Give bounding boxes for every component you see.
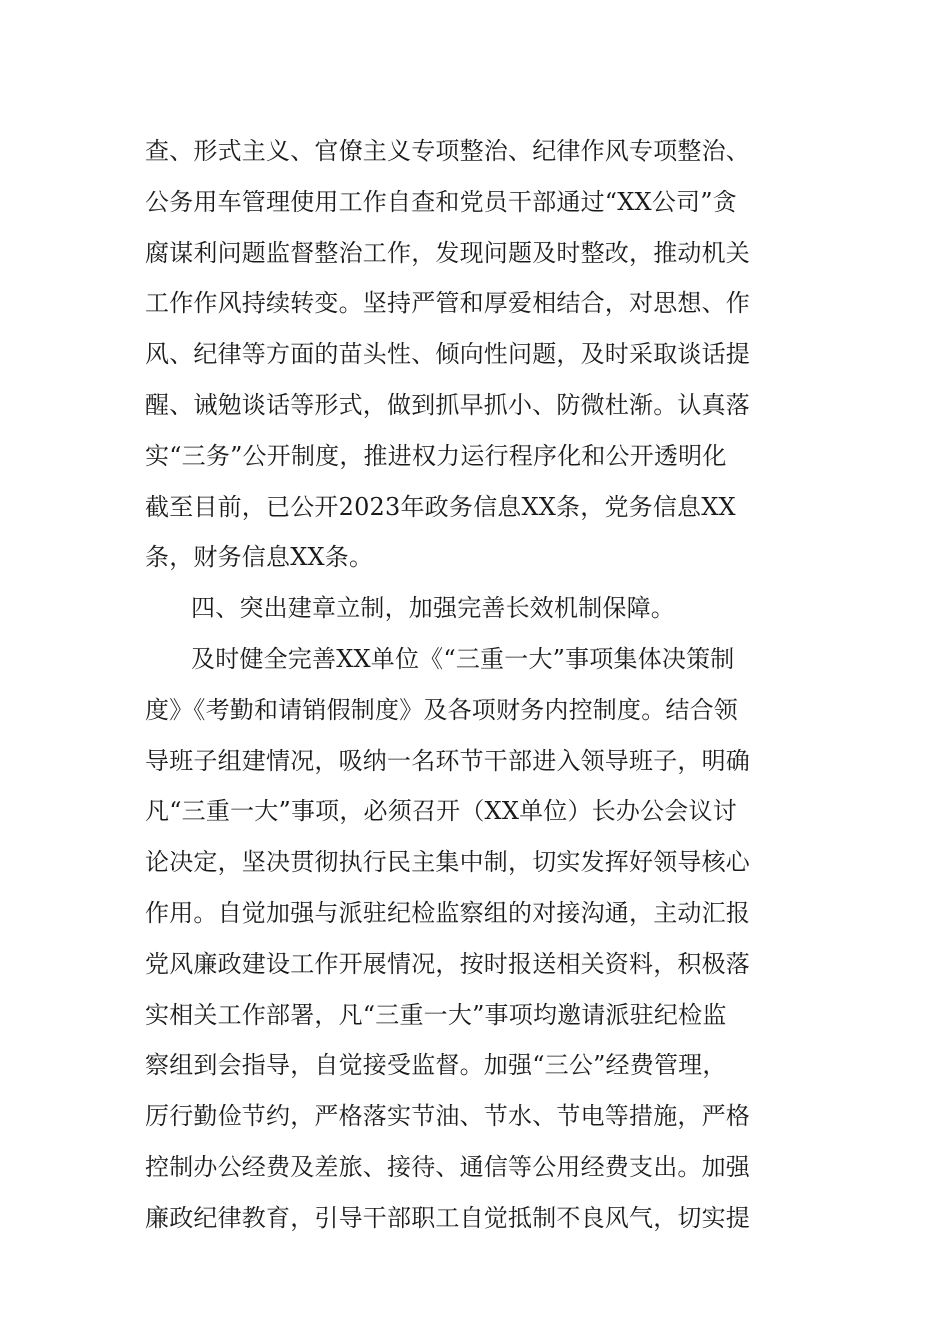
text-line: 控制办公经费及差旅、接待、通信等公用经费支出。加强 bbox=[145, 1152, 750, 1181]
text-line: 腐谋利问题监督整治工作，发现问题及时整改，推动机关 bbox=[145, 238, 750, 267]
text-line: 风、纪律等方面的苗头性、倾向性问题，及时采取谈话提 bbox=[145, 340, 750, 369]
text-line: 截至目前，已公开2023年政务信息XX条，党务信息XX bbox=[145, 492, 736, 521]
section-heading: 四、突出建章立制，加强完善长效机制保障。 bbox=[191, 594, 675, 623]
text-line: 公务用车管理使用工作自查和党员干部通过“XX公司”贪 bbox=[145, 187, 737, 216]
text-line: 醒、诫勉谈话等形式，做到抓早抓小、防微杜渐。认真落 bbox=[145, 390, 750, 419]
text-line: 查、形式主义、官僚主义专项整治、纪律作风专项整治、 bbox=[145, 137, 750, 165]
text-line: 论决定，坚决贯彻执行民主集中制，切实发挥好领导核心 bbox=[145, 848, 750, 877]
paragraph-first-line: 及时健全完善XX单位《“三重一大”事项集体决策制 bbox=[191, 644, 735, 673]
text-line: 察组到会指导，自觉接受监督。加强“三公”经费管理， bbox=[145, 1051, 727, 1080]
text-line: 凡“三重一大”事项，必须召开（XX单位）长办公会议讨 bbox=[145, 797, 737, 826]
text-line: 度》《考勤和请销假制度》及各项财务内控制度。结合领 bbox=[145, 695, 738, 724]
body-text bbox=[145, 126, 810, 1244]
text-line: 厉行勤俭节约，严格落实节油、节水、节电等措施，严格 bbox=[145, 1102, 750, 1131]
text-line: 条，财务信息XX条。 bbox=[145, 543, 374, 572]
text-line: 廉政纪律教育，引导干部职工自觉抵制不良风气，切实提 bbox=[145, 1203, 750, 1232]
text-line: 党风廉政建设工作开展情况，按时报送相关资料，积极落 bbox=[145, 949, 750, 978]
text-line: 作用。自觉加强与派驻纪检监察组的对接沟通，主动汇报 bbox=[145, 898, 750, 927]
text-line: 实“三务”公开制度，推进权力运行程序化和公开透明化 bbox=[145, 441, 727, 470]
text-line: 实相关工作部署，凡“三重一大”事项均邀请派驻纪检监 bbox=[145, 1000, 727, 1029]
text-line: 导班子组建情况，吸纳一名环节干部进入领导班子，明确 bbox=[145, 746, 750, 775]
text-line: 工作作风持续转变。坚持严管和厚爱相结合，对思想、作 bbox=[145, 289, 750, 318]
